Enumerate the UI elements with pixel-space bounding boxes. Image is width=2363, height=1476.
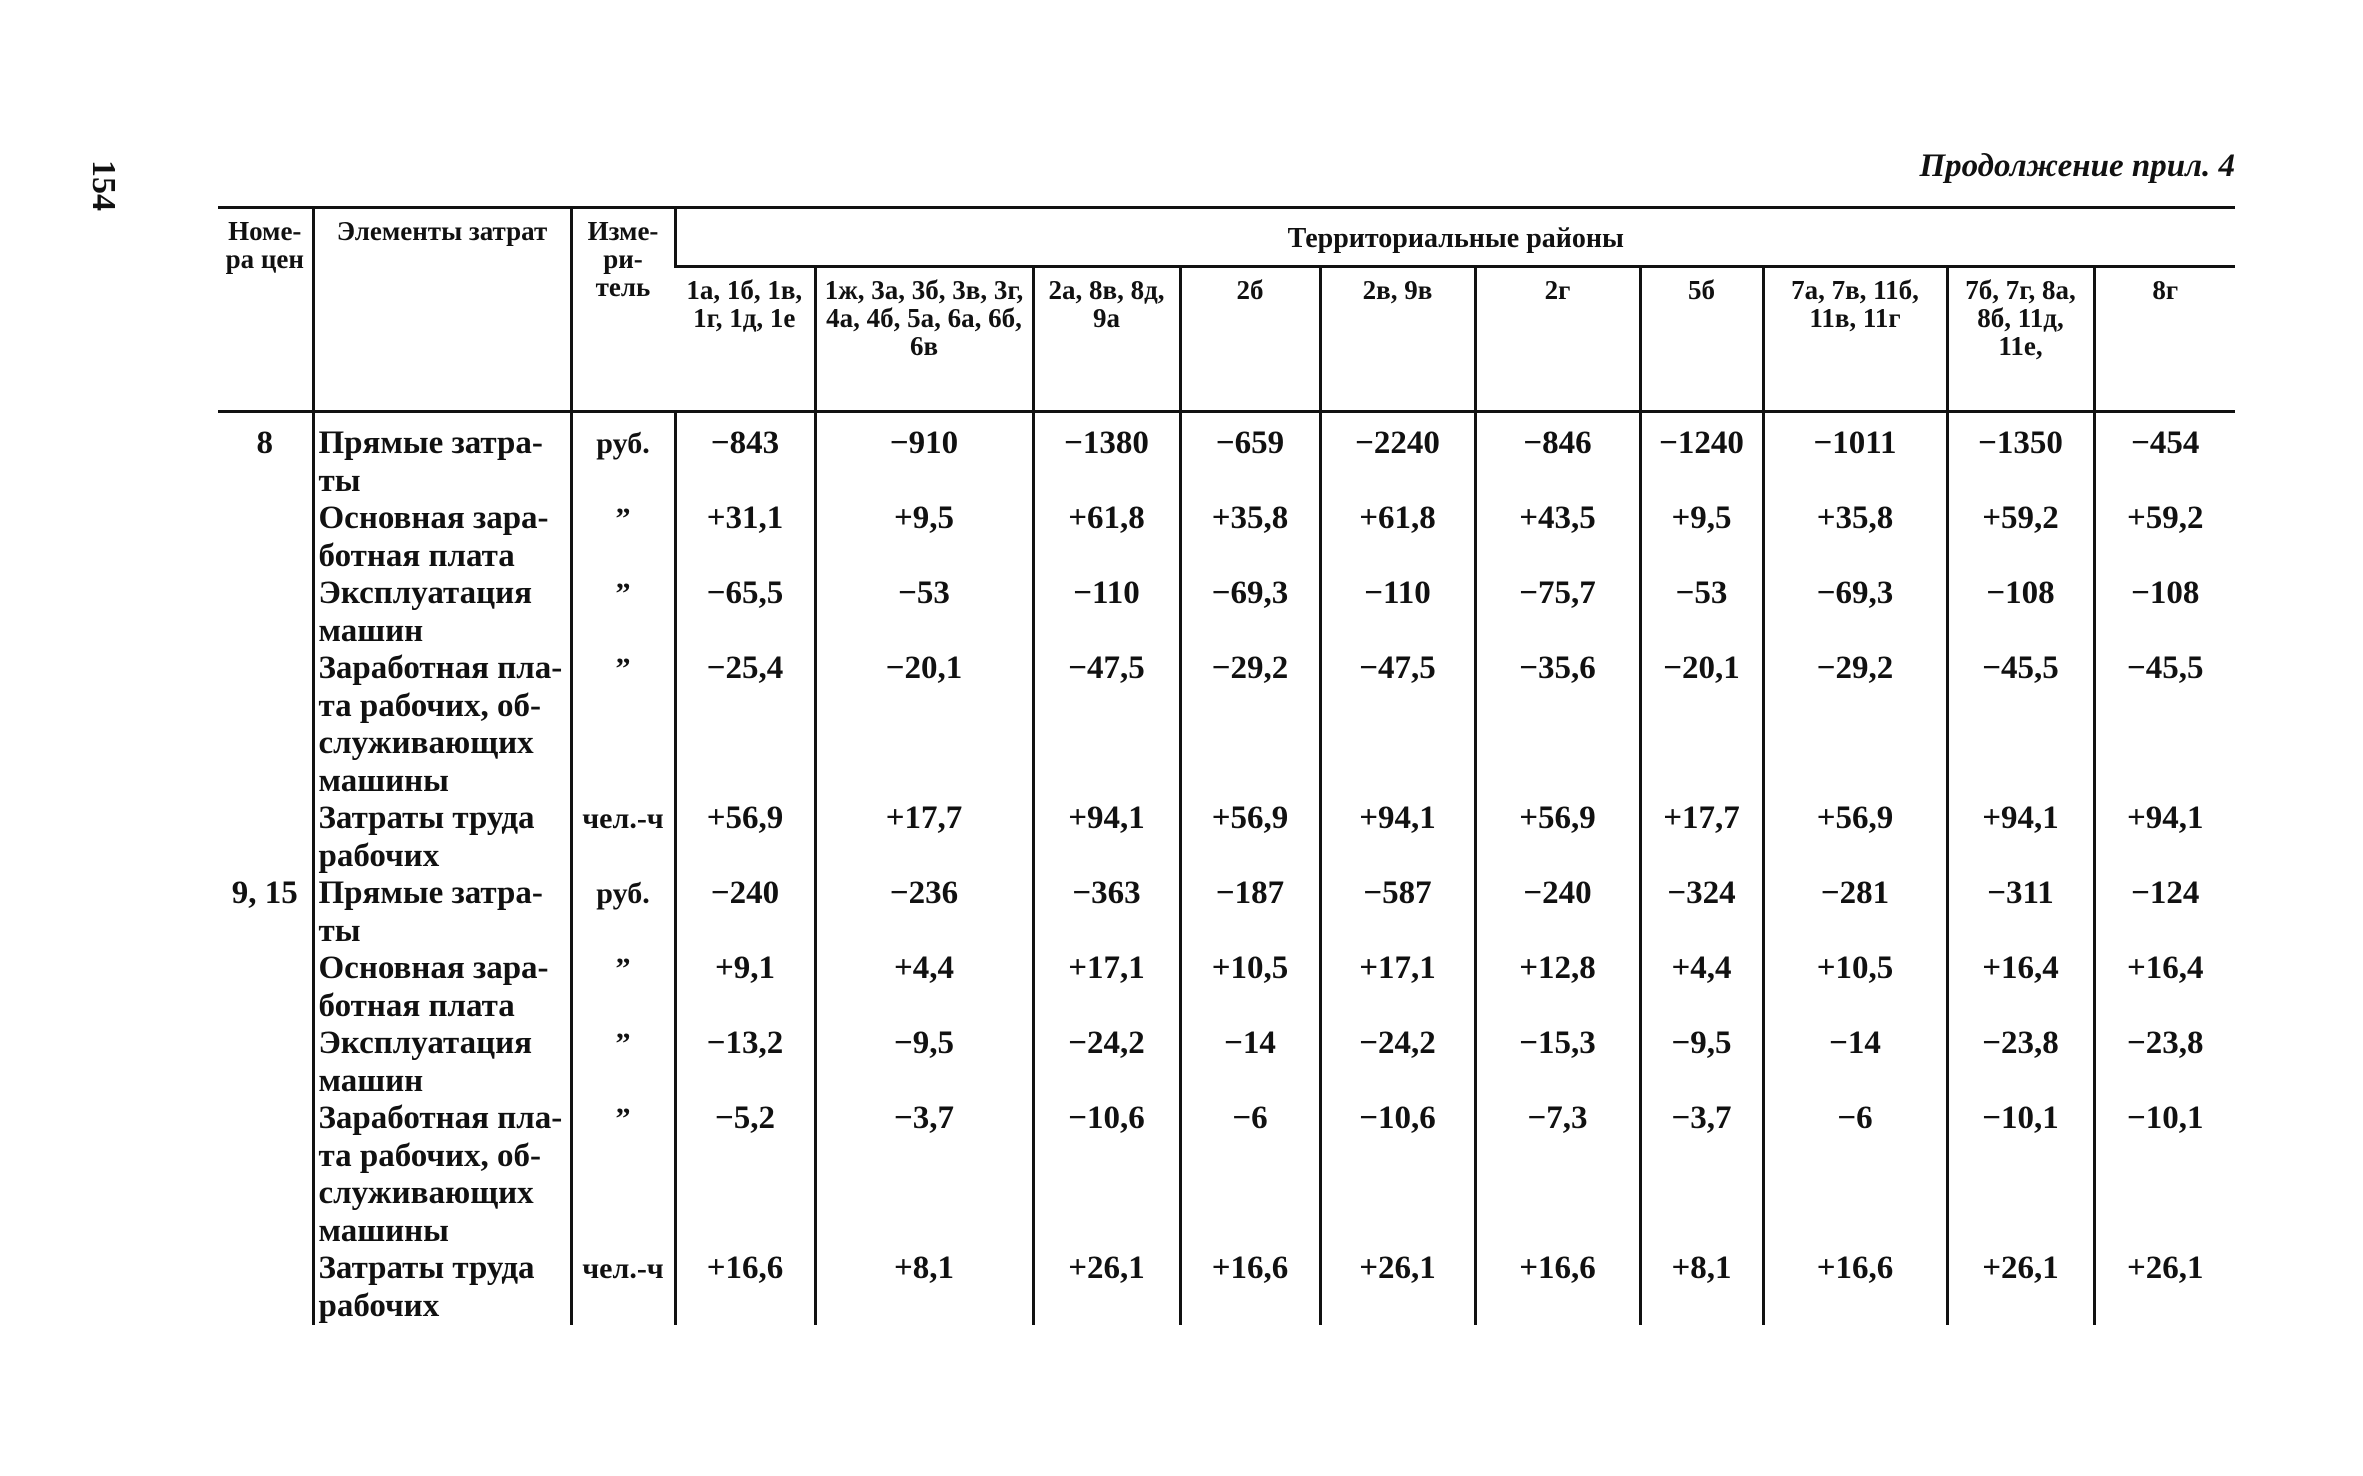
district-column-header: 2в, 9в: [1320, 267, 1475, 412]
value-cell: −5,2: [675, 1100, 815, 1250]
unit-cell: чел.-ч: [571, 1250, 675, 1325]
unit-cell: ”: [571, 950, 675, 1025]
price-number-cell: [218, 1250, 313, 1325]
value-cell: +16,4: [2094, 950, 2235, 1025]
district-column-header: 5б: [1640, 267, 1763, 412]
table-row: [218, 1025, 2235, 1100]
value-cell: +94,1: [1033, 800, 1180, 875]
value-cell: −187: [1180, 875, 1320, 950]
header-number: Номе- ра цен: [218, 208, 313, 412]
value-cell: +8,1: [1640, 1250, 1763, 1325]
table-row: [218, 875, 2235, 950]
value-cell: +8,1: [815, 1250, 1033, 1325]
value-cell: −236: [815, 875, 1033, 950]
value-cell: −69,3: [1763, 575, 1947, 650]
value-cell: +9,1: [675, 950, 815, 1025]
cost-element-cell: Основная зара- ботная плата: [313, 500, 571, 575]
value-cell: −454: [2094, 412, 2235, 501]
value-cell: +17,1: [1320, 950, 1475, 1025]
cost-element-cell: Прямые затра- ты: [313, 412, 571, 501]
page-number: 154: [85, 160, 122, 211]
value-cell: −363: [1033, 875, 1180, 950]
value-cell: −240: [1475, 875, 1640, 950]
cost-element-cell: Заработная пла- та рабочих, об- служивающих машины: [313, 650, 571, 800]
value-cell: +10,5: [1180, 950, 1320, 1025]
cost-element-cell: Затраты труда рабочих: [313, 1250, 571, 1325]
value-cell: −25,4: [675, 650, 815, 800]
value-cell: +17,7: [1640, 800, 1763, 875]
value-cell: +56,9: [1475, 800, 1640, 875]
value-cell: +94,1: [1320, 800, 1475, 875]
value-cell: −240: [675, 875, 815, 950]
value-cell: +31,1: [675, 500, 815, 575]
district-column-header: 2б: [1180, 267, 1320, 412]
price-number-cell: [218, 1025, 313, 1100]
value-cell: +94,1: [2094, 800, 2235, 875]
header-unit: Изме- ри- тель: [571, 208, 675, 412]
value-cell: +16,6: [1763, 1250, 1947, 1325]
value-cell: +12,8: [1475, 950, 1640, 1025]
value-cell: +56,9: [1180, 800, 1320, 875]
unit-cell: ”: [571, 575, 675, 650]
table-body: [218, 412, 2235, 1326]
value-cell: +17,1: [1033, 950, 1180, 1025]
district-column-header: 8г: [2094, 267, 2235, 412]
value-cell: +9,5: [1640, 500, 1763, 575]
cost-element-cell: Прямые затра- ты: [313, 875, 571, 950]
table-row: [218, 500, 2235, 575]
district-column-header: 7а, 7в, 11б, 11в, 11г: [1763, 267, 1947, 412]
value-cell: +17,7: [815, 800, 1033, 875]
table-row: [218, 1250, 2235, 1325]
value-cell: −24,2: [1320, 1025, 1475, 1100]
value-cell: +26,1: [1033, 1250, 1180, 1325]
value-cell: −10,1: [2094, 1100, 2235, 1250]
value-cell: −1350: [1947, 412, 2094, 501]
unit-cell: ”: [571, 500, 675, 575]
price-number-cell: [218, 1100, 313, 1250]
value-cell: −124: [2094, 875, 2235, 950]
header-districts: Территориальные районы: [675, 208, 2235, 267]
value-cell: −15,3: [1475, 1025, 1640, 1100]
cost-element-cell: Заработная пла- та рабочих, об- служивающих машины: [313, 1100, 571, 1250]
value-cell: +9,5: [815, 500, 1033, 575]
value-cell: +35,8: [1763, 500, 1947, 575]
price-number-cell: [218, 575, 313, 650]
cost-element-cell: Эксплуатация машин: [313, 1025, 571, 1100]
value-cell: +16,6: [1475, 1250, 1640, 1325]
value-cell: −14: [1180, 1025, 1320, 1100]
cost-element-cell: Эксплуатация машин: [313, 575, 571, 650]
value-cell: −846: [1475, 412, 1640, 501]
table-row: [218, 950, 2235, 1025]
value-cell: +61,8: [1320, 500, 1475, 575]
unit-cell: ”: [571, 650, 675, 800]
district-column-header: 1а, 1б, 1в, 1г, 1д, 1е: [675, 267, 815, 412]
unit-cell: руб.: [571, 875, 675, 950]
value-cell: −45,5: [2094, 650, 2235, 800]
value-cell: −3,7: [815, 1100, 1033, 1250]
value-cell: −75,7: [1475, 575, 1640, 650]
value-cell: −20,1: [815, 650, 1033, 800]
value-cell: +56,9: [1763, 800, 1947, 875]
value-cell: −53: [815, 575, 1033, 650]
value-cell: −47,5: [1033, 650, 1180, 800]
continuation-caption: Продолжение прил. 4: [1919, 148, 2235, 184]
value-cell: +4,4: [815, 950, 1033, 1025]
value-cell: −10,6: [1033, 1100, 1180, 1250]
value-cell: −13,2: [675, 1025, 815, 1100]
district-column-header: 2а, 8в, 8д, 9а: [1033, 267, 1180, 412]
value-cell: −324: [1640, 875, 1763, 950]
value-cell: −45,5: [1947, 650, 2094, 800]
value-cell: −2240: [1320, 412, 1475, 501]
value-cell: +59,2: [1947, 500, 2094, 575]
value-cell: −1380: [1033, 412, 1180, 501]
unit-cell: руб.: [571, 412, 675, 501]
value-cell: −110: [1033, 575, 1180, 650]
value-cell: −659: [1180, 412, 1320, 501]
value-cell: +16,6: [1180, 1250, 1320, 1325]
value-cell: −9,5: [815, 1025, 1033, 1100]
value-cell: −35,6: [1475, 650, 1640, 800]
value-cell: −1011: [1763, 412, 1947, 501]
price-number-cell: [218, 500, 313, 575]
unit-cell: чел.-ч: [571, 800, 675, 875]
value-cell: +35,8: [1180, 500, 1320, 575]
value-cell: +94,1: [1947, 800, 2094, 875]
value-cell: −843: [675, 412, 815, 501]
table-row: [218, 575, 2235, 650]
header-elements: Элементы затрат: [313, 208, 571, 412]
unit-cell: ”: [571, 1025, 675, 1100]
value-cell: −24,2: [1033, 1025, 1180, 1100]
value-cell: +61,8: [1033, 500, 1180, 575]
value-cell: +4,4: [1640, 950, 1763, 1025]
value-cell: +10,5: [1763, 950, 1947, 1025]
price-number-cell: [218, 800, 313, 875]
value-cell: −910: [815, 412, 1033, 501]
value-cell: −23,8: [2094, 1025, 2235, 1100]
district-column-header: 1ж, 3а, 3б, 3в, 3г, 4а, 4б, 5а, 6а, 6б, 6в: [815, 267, 1033, 412]
district-column-header: 2г: [1475, 267, 1640, 412]
value-cell: −281: [1763, 875, 1947, 950]
cost-element-cell: Затраты труда рабочих: [313, 800, 571, 875]
value-cell: +59,2: [2094, 500, 2235, 575]
value-cell: −53: [1640, 575, 1763, 650]
price-number-cell: 8: [256, 425, 273, 461]
price-number-cell: 9, 15: [231, 875, 298, 911]
value-cell: −29,2: [1763, 650, 1947, 800]
value-cell: −29,2: [1180, 650, 1320, 800]
table-row: [218, 1100, 2235, 1250]
value-cell: +16,6: [675, 1250, 815, 1325]
value-cell: −7,3: [1475, 1100, 1640, 1250]
value-cell: −6: [1763, 1100, 1947, 1250]
value-cell: +26,1: [1947, 1250, 2094, 1325]
value-cell: −3,7: [1640, 1100, 1763, 1250]
value-cell: −14: [1763, 1025, 1947, 1100]
cost-element-cell: Основная зара- ботная плата: [313, 950, 571, 1025]
value-cell: −311: [1947, 875, 2094, 950]
price-number-cell: [218, 650, 313, 800]
value-cell: +56,9: [675, 800, 815, 875]
table-row: [218, 800, 2235, 875]
unit-cell: ”: [571, 1100, 675, 1250]
value-cell: +26,1: [1320, 1250, 1475, 1325]
cost-table: [218, 206, 2235, 1325]
value-cell: −587: [1320, 875, 1475, 950]
value-cell: −1240: [1640, 412, 1763, 501]
price-number-cell: [218, 950, 313, 1025]
value-cell: −10,6: [1320, 1100, 1475, 1250]
value-cell: −23,8: [1947, 1025, 2094, 1100]
value-cell: −69,3: [1180, 575, 1320, 650]
value-cell: −65,5: [675, 575, 815, 650]
value-cell: −108: [2094, 575, 2235, 650]
value-cell: −108: [1947, 575, 2094, 650]
value-cell: +16,4: [1947, 950, 2094, 1025]
value-cell: +43,5: [1475, 500, 1640, 575]
value-cell: −47,5: [1320, 650, 1475, 800]
table-row: [218, 412, 2235, 501]
table-row: [218, 650, 2235, 800]
district-column-header: 7б, 7г, 8а, 8б, 11д, 11е,: [1947, 267, 2094, 412]
value-cell: −20,1: [1640, 650, 1763, 800]
value-cell: −6: [1180, 1100, 1320, 1250]
value-cell: −10,1: [1947, 1100, 2094, 1250]
value-cell: +26,1: [2094, 1250, 2235, 1325]
value-cell: −110: [1320, 575, 1475, 650]
value-cell: −9,5: [1640, 1025, 1763, 1100]
